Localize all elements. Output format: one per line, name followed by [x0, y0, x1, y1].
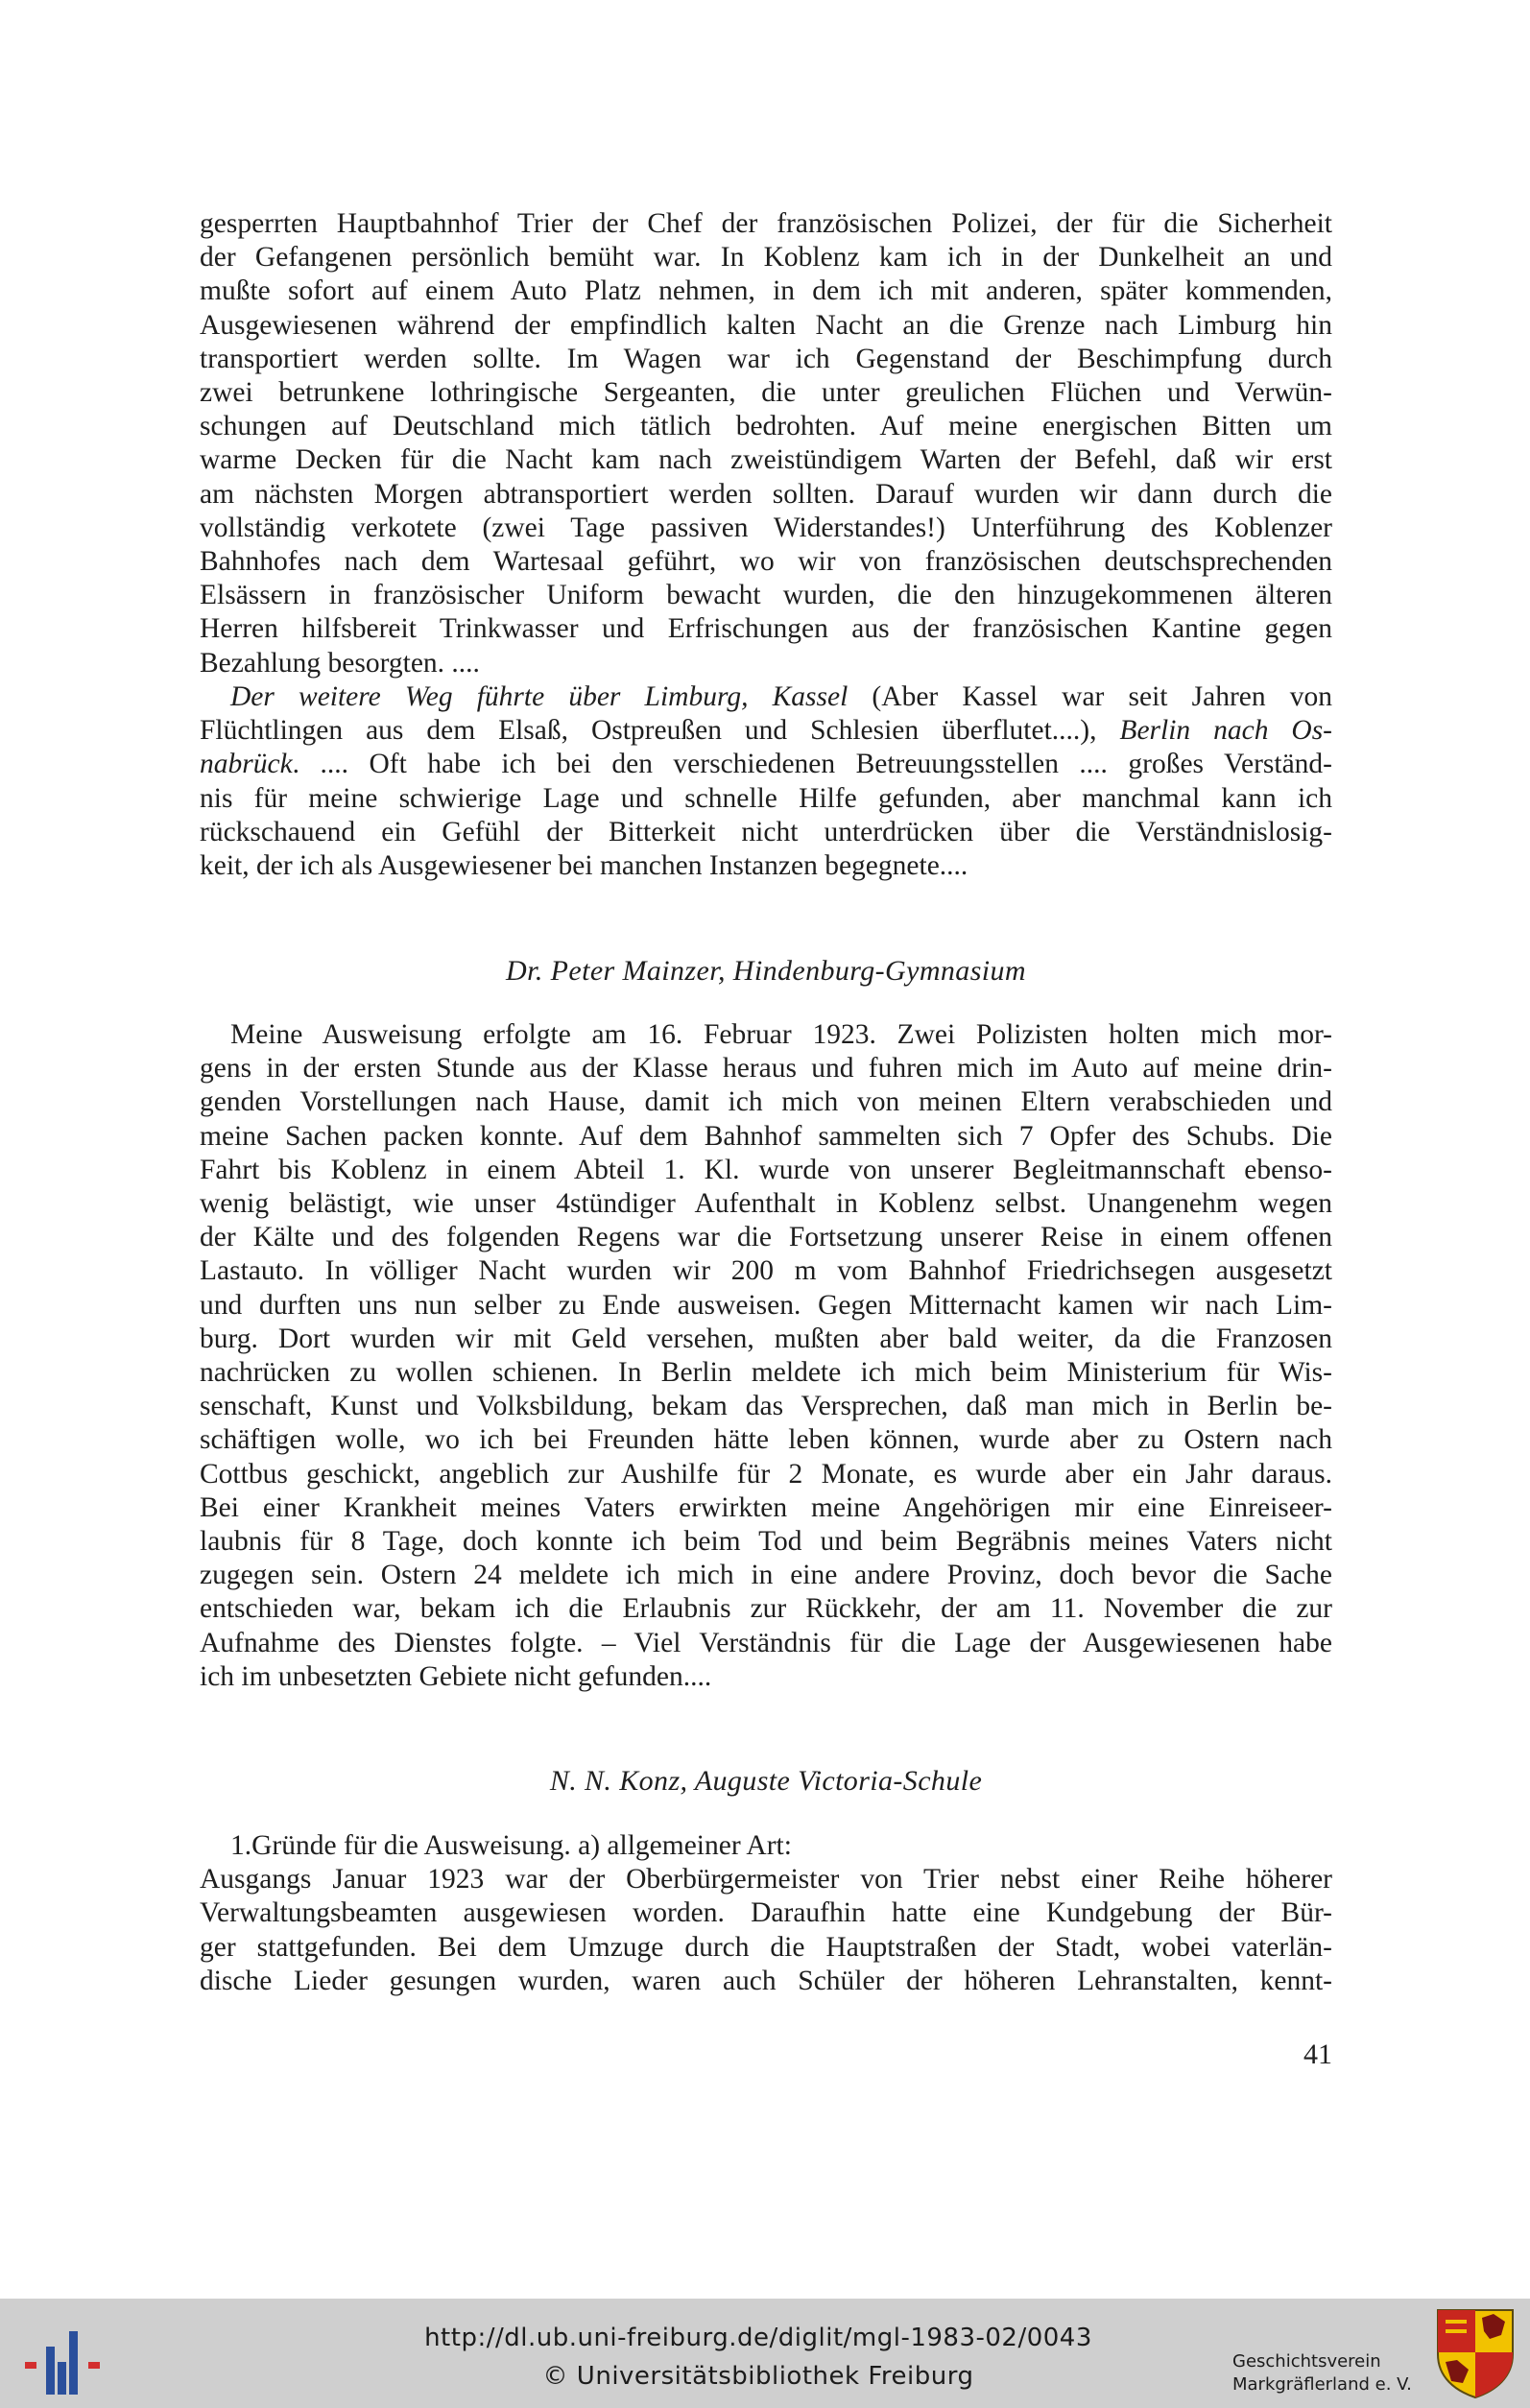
text-line: zwei betrunkene lothringische Sergeanten, die unter greulichen Flüchen und Verwün- — [200, 377, 1332, 409]
text-line: vollständig verkotete (zwei Tage passiven Widerstandes!) Unterführung des Koblenzer — [200, 512, 1332, 543]
text-line: warme Decken für die Nacht kam nach zweistündigem Warten der Befehl, daß wir erst — [200, 444, 1332, 476]
text-line: rückschauend ein Gefühl der Bitterkeit nicht unterdrücken über die Verständnislosig- — [200, 816, 1332, 847]
text-line: Verwaltungsbeamten ausgewiesen worden. Daraufhin hatte eine Kundgebung der Bür- — [200, 1897, 1332, 1929]
text-line: Lastauto. In völliger Nacht wurden wir 200 m vom Bahnhof Friedrichsegen ausgesetzt — [200, 1255, 1332, 1287]
text-line: meine Sachen packen konnte. Auf dem Bahnhof sammelten sich 7 Opfer des Schubs. Die — [200, 1120, 1332, 1152]
text-line: mußte sofort auf einem Auto Platz nehmen, in dem ich mit anderen, später kommenden, — [200, 275, 1332, 307]
text-line: ich im unbesetzten Gebiete nicht gefunden.... — [200, 1660, 712, 1692]
text-line: entschieden war, bekam ich die Erlaubnis zur Rückkehr, der am 11. November die zur — [200, 1593, 1332, 1625]
text-line: Ausgangs Januar 1923 war der Oberbürgermeister von Trier nebst einer Reihe höherer — [200, 1864, 1332, 1895]
text-line: senschaft, Kunst und Volksbildung, bekam das Versprechen, daß man mich in Berlin be- — [200, 1391, 1332, 1422]
text-line: keit, der ich als Ausgewiesener bei manchen Instanzen begegnete.... — [200, 850, 968, 882]
text-line — [200, 748, 1332, 781]
text-line — [200, 680, 1332, 714]
section-heading: Dr. Peter Mainzer, Hindenburg-Gymnasium — [506, 955, 1026, 987]
text-line: Aufnahme des Dienstes folgte. – Viel Verständnis für die Lage der Ausgewiesenen habe — [200, 1627, 1332, 1658]
text-line: burg. Dort wurden wir mit Geld versehen, mußten aber bald weiter, da die Franzosen — [200, 1323, 1332, 1354]
coat-of-arms-icon — [1434, 2306, 1517, 2400]
text-line: schungen auf Deutschland mich tätlich bedrohten. Auf meine energischen Bitten um — [200, 411, 1332, 442]
text-run: . .... Oft habe ich bei den verschiedenen Betreuungsstellen .... großes Verständ- — [292, 749, 1332, 780]
footer-bar — [0, 2299, 1530, 2408]
text-line: gens in der ersten Stunde aus der Klasse heraus und fuhren mich im Auto auf meine drin- — [200, 1053, 1332, 1085]
source-url-link[interactable]: http://dl.ub.uni-freiburg.de/diglit/mgl-1983-02/0043 — [424, 2324, 1092, 2352]
text-line: transportiert werden sollte. Im Wagen war ich Gegenstand der Beschimpfung durch — [200, 343, 1332, 374]
text-line: Meine Ausweisung erfolgte am 16. Februar 1923. Zwei Polizisten holten mich mor- — [230, 1019, 1332, 1050]
text-line: nis für meine schwierige Lage und schnelle Hilfe gefunden, aber manchmal kann ich — [200, 782, 1332, 814]
text-line: nachrücken zu wollen schienen. In Berlin meldete ich mich beim Ministerium für Wis- — [200, 1357, 1332, 1389]
text-line: zugegen sein. Ostern 24 meldete ich mich in eine andere Provinz, doch bevor die Sache — [200, 1560, 1332, 1591]
paragraph-konz — [200, 1829, 1332, 1998]
text-line: dische Lieder gesungen wurden, waren auch Schüler der höheren Lehranstalten, kennt- — [200, 1965, 1332, 1996]
society-line: Markgräflerland e. V. — [1232, 2374, 1412, 2395]
text-line: laubnis für 8 Tage, doch konnte ich beim Tod und beim Begräbnis meines Vaters nicht — [200, 1526, 1332, 1558]
copyright-text: © Universitätsbibliothek Freiburg — [542, 2362, 974, 2391]
text-run: Flüchtlingen aus dem Elsaß, Ostpreußen und Schlesien überflutet....), — [200, 715, 1120, 747]
text-line: am nächsten Morgen abtransportiert werden sollten. Darauf wurden wir dann durch die — [200, 478, 1332, 510]
text-line: Bei einer Krankheit meines Vaters erwirkten meine Angehörigen mir eine Einreiseer- — [200, 1491, 1332, 1523]
text-line: Ausgewiesenen während der empfindlich kalten Nacht an die Grenze nach Limburg hin — [200, 309, 1332, 341]
paragraph-continued — [200, 207, 1332, 680]
text-run: (Aber Kassel war seit Jahren von — [848, 681, 1332, 712]
text-line: Bezahlung besorgten. .... — [200, 647, 480, 679]
text-line — [200, 714, 1332, 748]
text-line: wenig belästigt, wie unser 4stündiger Aufenthalt in Koblenz selbst. Unangenehm wegen — [200, 1188, 1332, 1220]
text-line: 1.Gründe für die Ausweisung. a) allgemeiner Art: — [230, 1830, 792, 1861]
text-line: Cottbus geschickt, angeblich zur Aushilfe für 2 Monate, es wurde aber ein Jahr daraus. — [200, 1458, 1332, 1490]
text-line: und durften uns nun selber zu Ende ausweisen. Gegen Mitternacht kamen wir nach Lim- — [200, 1289, 1332, 1321]
paragraph-mainzer — [200, 1018, 1332, 1694]
text-line: Bahnhofes nach dem Wartesaal geführt, wo wir von französischen deutschsprechenden — [200, 546, 1332, 578]
text-line: schäftigen wolle, wo ich bei Freunden hätte leben können, wurde aber zu Ostern nach — [200, 1424, 1332, 1456]
page-number: 41 — [1303, 2038, 1332, 2070]
text-line: ger stattgefunden. Bei dem Umzuge durch die Hauptstraßen der Stadt, wobei vaterlän- — [200, 1931, 1332, 1963]
italic-run: Der weitere Weg führte über Limburg, Kassel — [230, 681, 849, 712]
text-line: gesperrten Hauptbahnhof Trier der Chef der französischen Polizei, der für die Sicherheit — [200, 208, 1332, 239]
text-line: genden Vorstellungen nach Hause, damit ich mich von meinen Eltern verabschieden und — [200, 1086, 1332, 1118]
society-name — [1232, 2350, 1412, 2396]
society-line: Geschichtsverein — [1232, 2351, 1381, 2372]
text-line: Elsässern in französischer Uniform bewacht wurden, die den hinzugekommenen älteren — [200, 580, 1332, 611]
text-line: Herren hilfsbereit Trinkwasser und Erfrischungen aus der französischen Kantine gegen — [200, 613, 1332, 645]
section-heading: N. N. Konz, Auguste Victoria-Schule — [549, 1765, 983, 1797]
text-line: der Kälte und des folgenden Regens war die Fortsetzung unserer Reise in einem offenen — [200, 1222, 1332, 1253]
italic-run: Berlin nach Os- — [1119, 715, 1333, 747]
italic-run: nabrück — [200, 749, 293, 780]
text-line: der Gefangenen persönlich bemüht war. In Koblenz kam ich in der Dunkelheit an und — [200, 242, 1332, 274]
paragraph-further-route — [200, 680, 1332, 883]
text-line: Fahrt bis Koblenz in einem Abteil 1. Kl. wurde von unserer Begleitmannschaft ebenso- — [200, 1154, 1332, 1185]
ub-freiburg-logo-icon — [19, 2329, 106, 2396]
